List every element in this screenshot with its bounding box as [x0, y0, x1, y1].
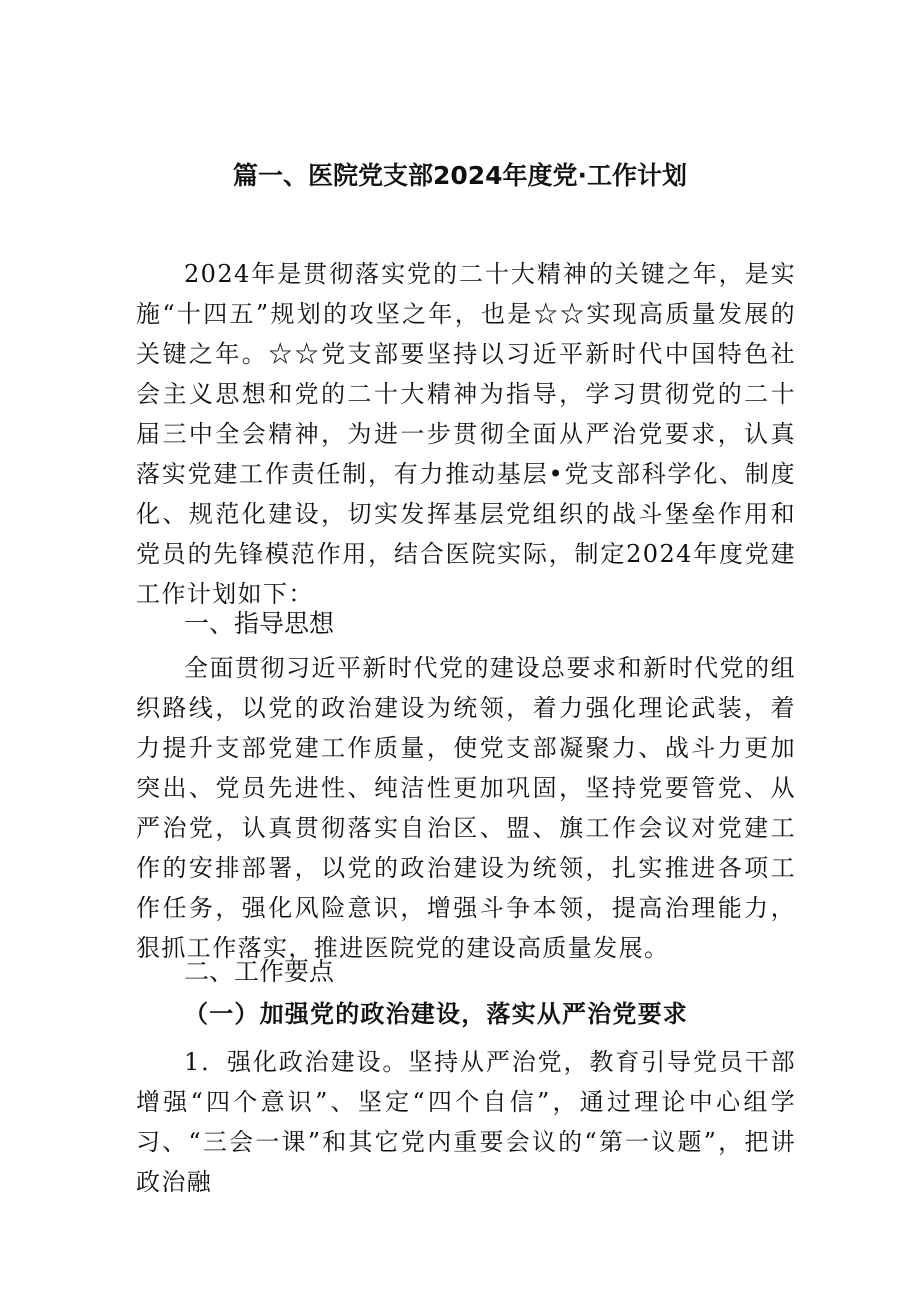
- item-1-paragraph: 1．强化政治建设。坚持从严治党，教育引导党员干部增强“四个意识”、坚定“四个自信”，通过理论中心组学习、“三会一课”和其它党内重要会议的“第一议题”，把讲政治融: [136, 1048, 796, 1196]
- intro-paragraph: 2024年是贯彻落实党的二十大精神的关键之年，是实施“十四五”规划的攻坚之年，也是☆☆实现高质量发展的关键之年。☆☆党支部要坚持以习近平新时代中国特色社会主义思想和党的二十大精神为指导，学习贯彻党的二十届三中全会精神，为进一步贯彻全面从严治党要求，认真落实党建工作责任制，有力推动基层•党支部科学化、制度化、规范化建设，切实发挥基层党组织的战斗堡垒作用和党员的先锋模范作用，结合医院实际，制定2024年度党建工作计划如下：: [136, 260, 796, 608]
- guiding-ideology-paragraph: 全面贯彻习近平新时代党的建设总要求和新时代党的组织路线，以党的政治建设为统领，着力强化理论武装，着力提升支部党建工作质量，使党支部凝聚力、战斗力更加突出、党员先进性、纯洁性更加巩固，坚持党要管党、从严治党，认真贯彻落实自治区、盟、旗工作会议对党建工作的安排部署，以党的政治建设为统领，扎实推进各项工作任务，强化风险意识，增强斗争本领，提高治理能力，狠抓工作落实，推进医院党的建设高质量发展。: [136, 654, 796, 962]
- subsection-heading-political-construction: （一）加强党的政治建设，落实从严治党要求: [184, 999, 688, 1028]
- document-title: 篇一、医院党支部2024年度党·工作计划: [232, 161, 688, 190]
- section-heading-work-points: 二、工作要点: [184, 957, 335, 986]
- section-heading-guiding-ideology: 一、指导思想: [184, 609, 335, 638]
